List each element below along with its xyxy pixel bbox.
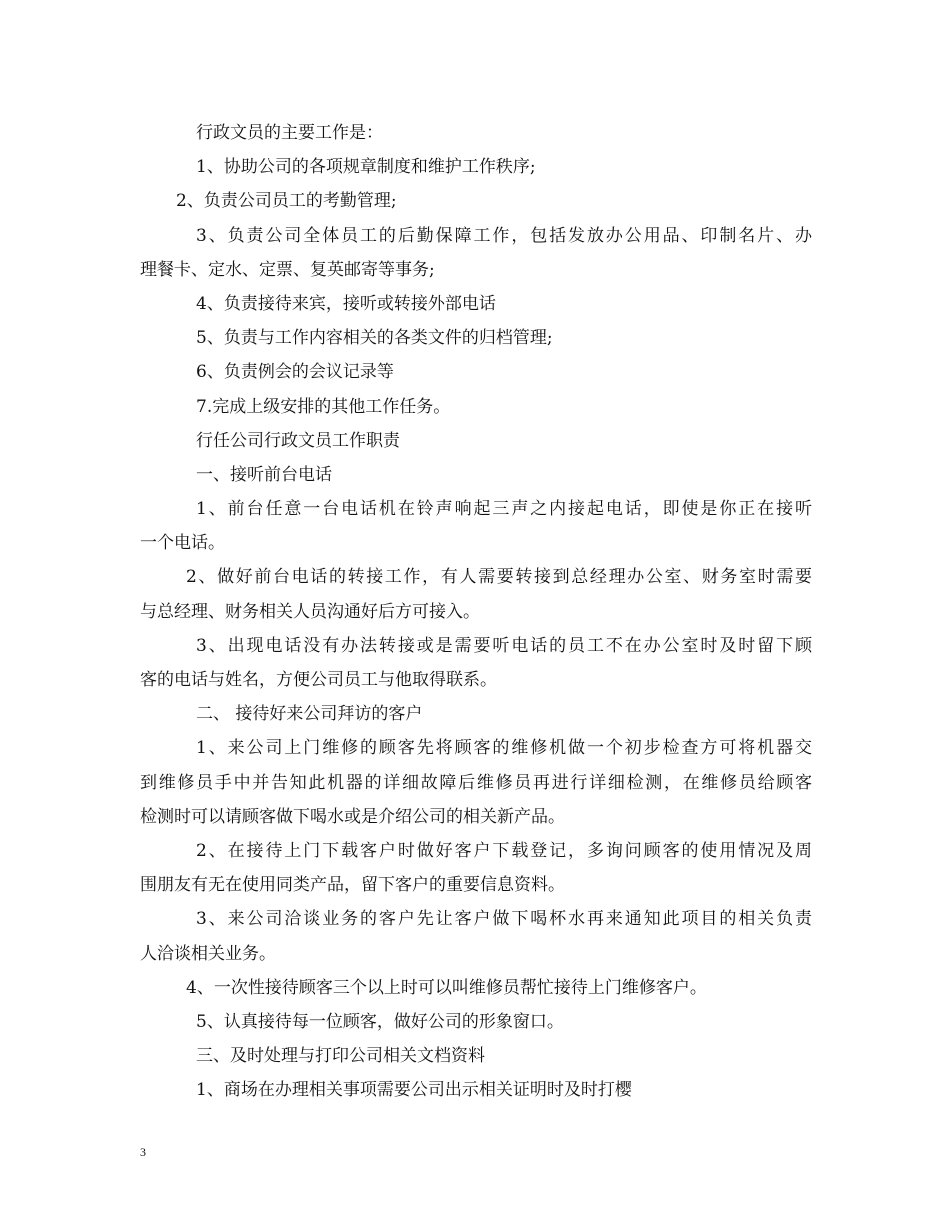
text-line: 4、一次性接待顾客三个以上时可以叫维修员帮忙接待上门维修客户。: [186, 977, 707, 998]
text-line: 3、来公司洽谈业务的客户先让客户做下喝杯水再来通知此项目的相关负责: [196, 909, 812, 930]
text-line: 一个电话。: [140, 533, 225, 554]
text-line: 4、负责接待来宾，接听或转接外部电话: [196, 293, 496, 314]
text-line: 二、 接待好来公司拜访的客户: [196, 704, 423, 725]
text-line: 2、做好前台电话的转接工作，有人需要转接到总经理办公室、财务室时需要: [186, 567, 812, 588]
text-line: 5、负责与工作内容相关的各类文件的归档管理;: [196, 328, 553, 349]
text-line: 1、商场在办理相关事项需要公司出示相关证明时及时打樱: [196, 1080, 632, 1101]
text-line: 行任公司行政文员工作职责: [196, 430, 400, 451]
text-line: 2、在接待上门下载客户时做好客户下载登记，多询问顾客的使用情况及周: [196, 840, 812, 861]
text-line: 人洽谈相关业务。: [140, 943, 276, 964]
text-line: 6、负责例会的会议记录等: [196, 362, 394, 383]
text-line: 检测时可以请顾客做下喝水或是介绍公司的相关新产品。: [140, 806, 565, 827]
text-line: 1、来公司上门维修的顾客先将顾客的维修机做一个初步检查方可将机器交: [196, 738, 812, 759]
text-line: 客的电话与姓名，方便公司员工与他取得联系。: [140, 670, 497, 690]
text-line: 理餐卡、定水、定票、复英邮寄等事务;: [140, 259, 435, 280]
text-line: 5、认真接待每一位顾客，做好公司的形象窗口。: [196, 1011, 564, 1032]
document-body: [140, 116, 812, 1107]
text-line: 3、负责公司全体员工的后勤保障工作，包括发放办公用品、印制名片、办: [196, 225, 812, 246]
text-line: 1、前台任意一台电话机在铃声响起三声之内接起电话，即使是你正在接听: [196, 499, 812, 520]
text-line: 与总经理、财务相关人员沟通好后方可接入。: [140, 601, 480, 622]
text-line: 三、及时处理与打印公司相关文档资料: [196, 1046, 485, 1067]
text-line: 到维修员手中并告知此机器的详细故障后维修员再进行详细检测，在维修员给顾客: [140, 772, 812, 793]
page-number: 3: [140, 1145, 146, 1159]
text-line: 行政文员的主要工作是：: [196, 123, 383, 143]
text-line: 一、接听前台电话: [196, 464, 332, 485]
text-line: 7.完成上级安排的其他工作任务。: [196, 396, 451, 417]
text-line: 1、协助公司的各项规章制度和维护工作秩序;: [196, 157, 536, 178]
text-line: 围朋友有无在使用同类产品，留下客户的重要信息资料。: [140, 875, 565, 896]
text-line: 3、出现电话没有办法转接或是需要听电话的员工不在办公室时及时留下顾: [196, 635, 812, 656]
text-line: 2、负责公司员工的考勤管理;: [176, 191, 397, 212]
